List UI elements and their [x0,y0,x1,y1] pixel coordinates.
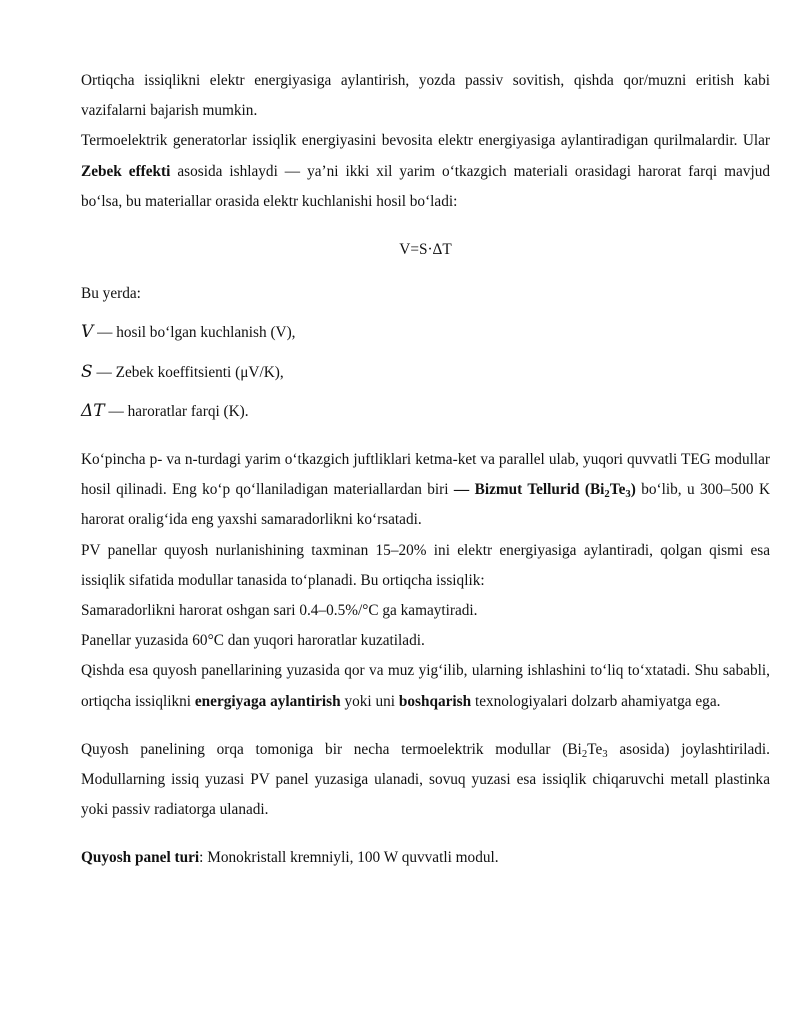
paragraph-pv-efficiency: PV panellar quyosh nurlanishining taxminan 15–20% ini elektr energiyasiga aylantiradi, qolgan qismi esa issiqlik sifatida modullar tanasida to‘planadi. Bu ortiqcha issiqlik: [81,541,770,589]
text-span: Ko‘pincha p- va n-turdagi yarim o‘tkazgich juftliklari ketma-ket va parallel ulab, yuqori quvvatli TEG modullar hosil qilinadi. Eng ko‘p qo‘llaniladigan materiallardan biri [81,451,770,499]
text-span: Qishda esa quyosh panellarining yuzasida qor va muz yig‘ilib, ularning ishlashini to‘liq to‘xtatadi. Shu sababli, ortiqcha issiqlikni [81,662,770,710]
definition-delta-t [81,396,770,427]
symbol-v: V [81,322,94,343]
bold-term-zebek: Zebek effekti [81,162,171,180]
definition-text: — hosil bo‘lgan kuchlanish (V), [93,324,296,342]
subscript: 2 [604,488,610,501]
paragraph-winter [81,656,770,716]
where-label: Bu yerda: [81,285,141,303]
symbol-s: S [81,361,93,382]
text-span: Te [609,481,626,499]
text-span: — Bizmut Tellurid (Bi [453,481,605,499]
bold-label-panel-type: Quyosh panel turi [81,849,200,867]
paragraph-teg-definition [81,126,770,217]
text-span: yoki uni [340,692,399,710]
symbol-delta-t: ΔT [81,400,105,421]
text-span: asosida) joylashtiriladi. Modullarning issiq yuzasi PV panel yuzasiga ulanadi, sovuq yuzasi esa issiqlik chiqaruvchi metall plastinka yoki passiv radiatorga ulanadi. [81,740,770,819]
paragraph-intro: Ortiqcha issiqlikni elektr energiyasiga aylantirish, yozda passiv sovitish, qishda qor/muzni eritish kabi vazifalarni bajarish mumkin. [81,72,770,120]
text-span: Te [587,740,603,758]
definition-text: — haroratlar farqi (K). [104,402,249,420]
paragraph-efficiency-drop: Samaradorlikni harorat oshgan sari 0.4–0.5%/°C ga kamaytiradi. [81,602,478,620]
document-body [81,66,770,874]
paragraph-teg-materials [81,445,770,536]
text-span: : Monokristall kremniyli, 100 W quvvatli modul. [199,849,499,867]
text-span: Quyosh panelining orqa tomoniga bir necha termoelektrik modullar (Bi [81,740,582,758]
text-span: texnologiyalari dolzarb ahamiyatga ega. [471,692,721,710]
definition-s [81,357,770,388]
formula: V=S·ΔT [399,241,452,259]
subscript: 3 [602,748,608,761]
text-span: bo‘lib, u 300–500 K harorat oralig‘ida eng yaxshi samaradorlikni ko‘rsatadi. [81,481,770,529]
definition-v [81,317,770,348]
bold-term-management: boshqarish [398,692,472,710]
bold-term-energy-conversion: energiyaga aylantirish [194,692,341,710]
text-span: ) [630,481,636,499]
subscript: 3 [625,488,631,501]
paragraph-surface-temperature: Panellar yuzasida 60°C dan yuqori haroratlar kuzatiladi. [81,632,425,650]
definition-text: — Zebek koeffitsienti (μV/K), [92,363,284,381]
text-span: Termoelektrik generatorlar issiqlik energiyasini bevosita elektr energiyasiga aylantiradigan qurilmalardir. Ular [81,132,770,150]
subscript: 2 [581,748,588,761]
bold-term-bismuth-telluride [453,481,636,501]
text-span: asosida ishlaydi — ya’ni ikki xil yarim o‘tkazgich materiali orasidagi harorat farqi mavjud bo‘lsa, bu materiallar orasida elektr kuchlanishi hosil bo‘ladi: [81,162,770,210]
paragraph-module-placement [81,735,770,826]
paragraph-panel-type [81,843,770,873]
